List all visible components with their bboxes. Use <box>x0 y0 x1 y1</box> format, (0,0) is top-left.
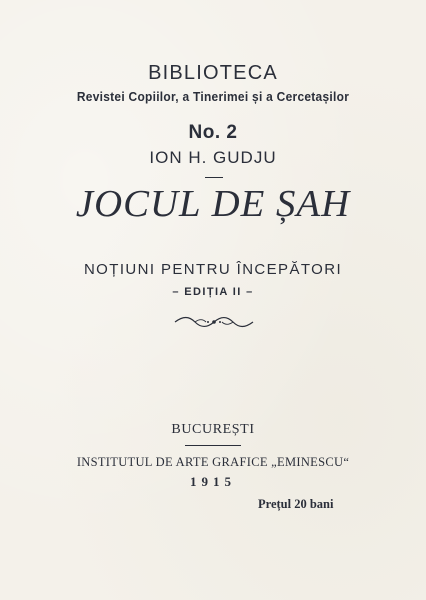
book-subtitle: NOȚIUNI PENTRU ÎNCEPĂTORI <box>83 261 343 278</box>
publisher-name: INSTITUTUL DE ARTE GRAFICE „EMINESCU“ <box>76 455 350 469</box>
price-label: Prețul 20 bani <box>258 497 334 511</box>
publication-year: 1915 <box>190 474 236 489</box>
decorative-scroll-icon <box>171 314 257 330</box>
short-divider <box>205 177 223 178</box>
publication-city: BUCUREȘTI <box>171 422 255 437</box>
book-title: JOCUL DE ȘAH <box>75 183 351 225</box>
series-subtitle: Revistei Copiilor, a Tinerimei și a Cercetașilor <box>76 89 350 104</box>
edition-label: – EDIȚIA II – <box>172 286 254 298</box>
city-divider <box>185 445 241 446</box>
volume-number: No. 2 <box>188 122 238 143</box>
author-name: ION H. GUDJU <box>149 148 277 167</box>
series-title: BIBLIOTECA <box>148 62 278 84</box>
